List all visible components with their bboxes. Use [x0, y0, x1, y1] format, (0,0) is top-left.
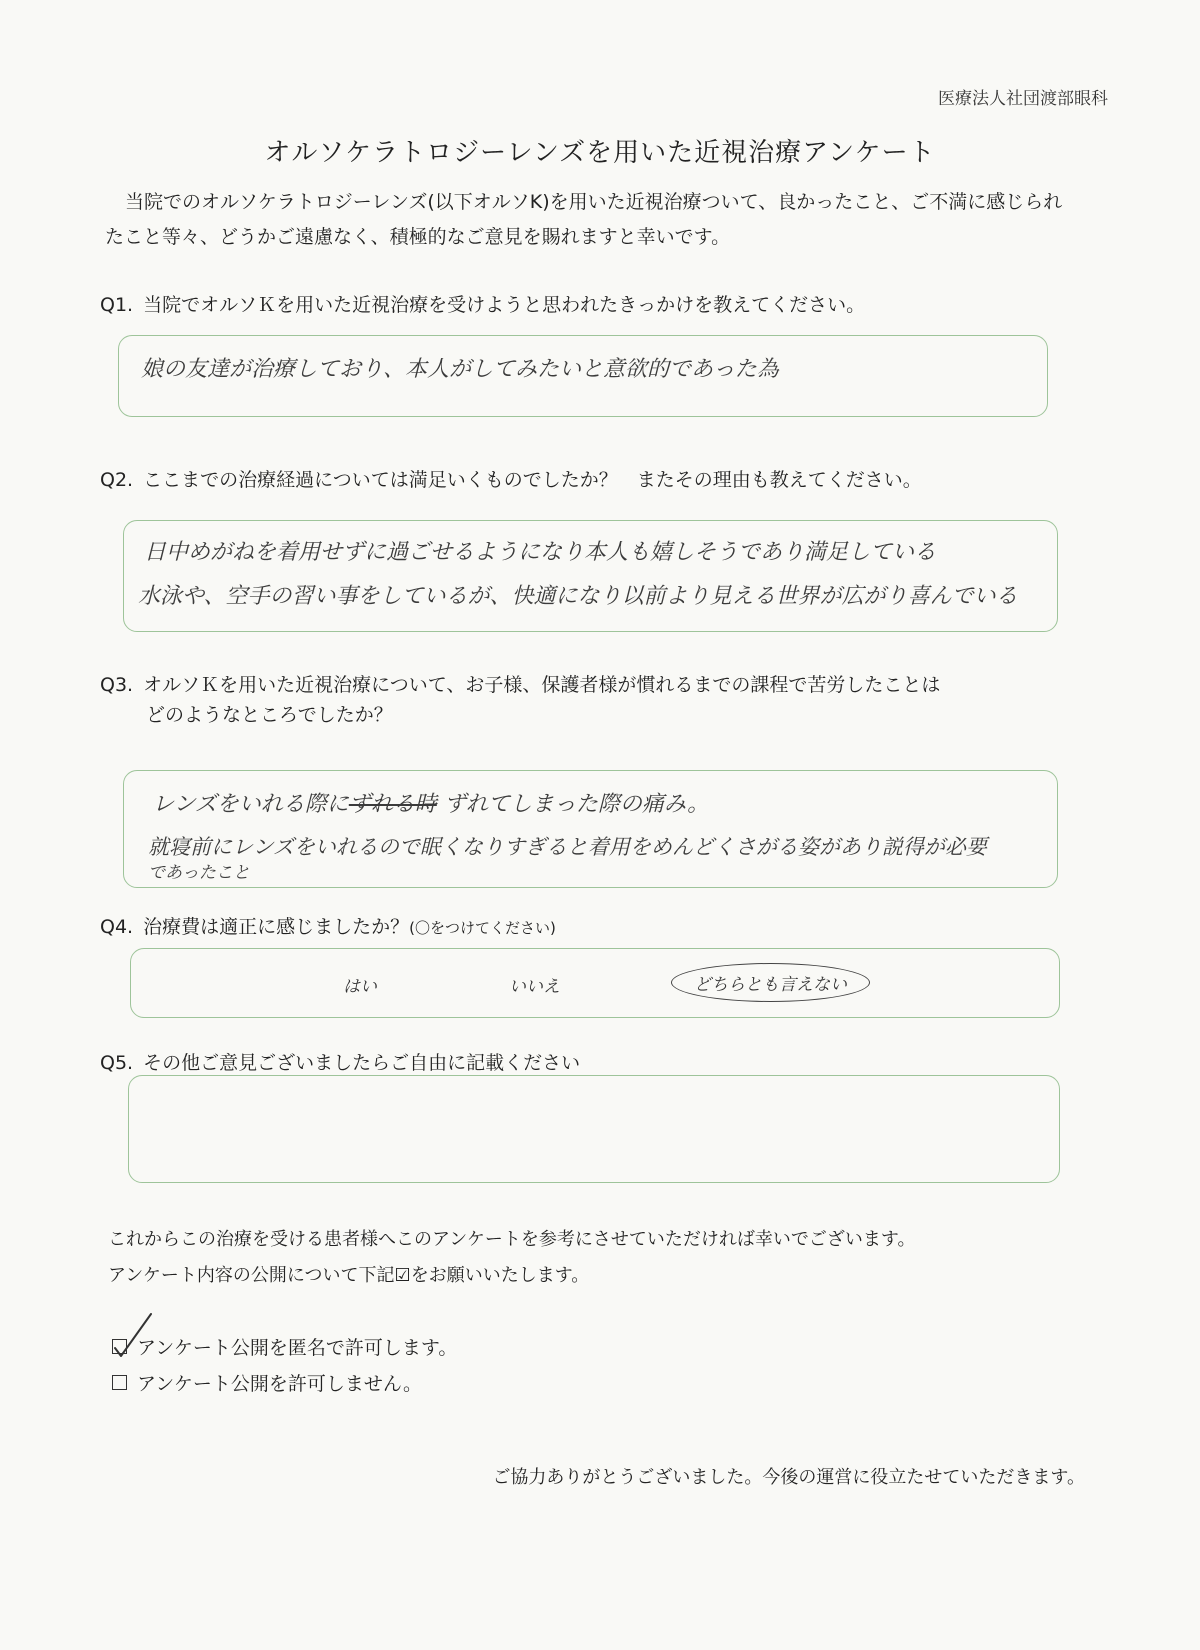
note-line-2: アンケート内容の公開について下記☑をお願いいたします。: [108, 1265, 590, 1286]
answer-2-line-2: 水泳や、空手の習い事をしているが、快適になり以前より見える世界が広がり喜んでいる: [138, 584, 1018, 609]
answer-3-struck-text: ずれる時: [348, 792, 437, 817]
question-4: [100, 912, 1080, 943]
option-yes[interactable]: はい: [343, 977, 377, 997]
answer-box-5[interactable]: [128, 1075, 1060, 1183]
note-line-1: これからこの治療を受ける患者様へこのアンケートを参考にさせていただければ幸いでございます。: [108, 1229, 916, 1250]
question-5-number: Q5.: [100, 1052, 134, 1074]
answer-1-text: 娘の友達が治療しており、本人がしてみたいと意欲的であった為: [141, 357, 779, 382]
organization-name: 医療法人社団渡部眼科: [938, 89, 1108, 109]
question-3: [100, 670, 1080, 730]
answer-box-2[interactable]: [123, 520, 1058, 632]
question-3-text-line-2: どのようなところでしたか？: [146, 704, 393, 726]
answer-3-line-1: [152, 785, 709, 825]
question-5: [100, 1048, 1080, 1078]
question-4-number: Q4.: [100, 916, 134, 938]
survey-title: オルソケラトロジーレンズを用いた近視治療アンケート: [264, 138, 936, 168]
question-1: [100, 290, 1080, 320]
question-2-text: ここまでの治療経過については満足いくものでしたか？ またその理由も教えてください。: [143, 469, 922, 491]
consent-label-anonymous: アンケート公開を匿名で許可します。: [137, 1337, 458, 1359]
option-no[interactable]: いいえ: [509, 977, 560, 997]
answer-3-line-1-part-b: ずれてしまった際の痛み。: [443, 792, 710, 817]
consent-checkbox-decline[interactable]: [112, 1375, 127, 1390]
question-1-number: Q1.: [100, 294, 134, 316]
answer-box-1[interactable]: [118, 335, 1048, 417]
answer-box-4: [130, 948, 1060, 1018]
question-2: [100, 465, 1080, 495]
question-1-text: 当院でオルソＫを用いた近視治療を受けようと思われたきっかけを教えてください。: [143, 294, 866, 316]
question-4-text: 治療費は適正に感じましたか？: [143, 916, 410, 938]
answer-3-line-2: 就寝前にレンズをいれるので眠くなりすぎると着用をめんどくさがる姿があり説得が必要: [148, 835, 987, 859]
answer-2-line-1: 日中めがねを着用せずに過ごせるようになり本人も嬉しそうであり満足している: [144, 540, 937, 565]
question-2-number: Q2.: [100, 469, 134, 491]
consent-checkbox-anonymous[interactable]: [112, 1339, 127, 1354]
question-3-number: Q3.: [100, 674, 134, 696]
answer-3-line-1-part-a: レンズをいれる際に: [152, 792, 349, 817]
thanks-message: ご協力ありがとうございました。今後の運営に役立たせていただきます。: [492, 1467, 1085, 1488]
question-4-sub: (〇をつけてください): [409, 919, 556, 937]
option-neither-circled[interactable]: どちらとも言えない: [671, 963, 870, 1002]
consent-option-decline[interactable]: [112, 1369, 422, 1396]
intro-text: 当院でのオルソケラトロジーレンズ(以下オルソK)を用いた近視治療ついて、良かったこと、ご不満に感じられたこと等々、どうかご遠慮なく、積極的なご意見を賜れますと幸いです。: [105, 191, 1063, 248]
consent-option-anonymous[interactable]: [112, 1333, 457, 1360]
answer-3-line-3: であったこと: [148, 863, 250, 883]
answer-box-3[interactable]: [123, 770, 1058, 888]
checkmark-icon: [111, 1310, 161, 1360]
consent-label-decline: アンケート公開を許可しません。: [137, 1373, 423, 1395]
question-3-text-line-1: オルソＫを用いた近視治療について、お子様、保護者様が慣れるまでの課程で苦労したことは: [143, 674, 941, 696]
question-5-text: その他ご意見ございましたらご自由に記載ください: [143, 1052, 581, 1074]
